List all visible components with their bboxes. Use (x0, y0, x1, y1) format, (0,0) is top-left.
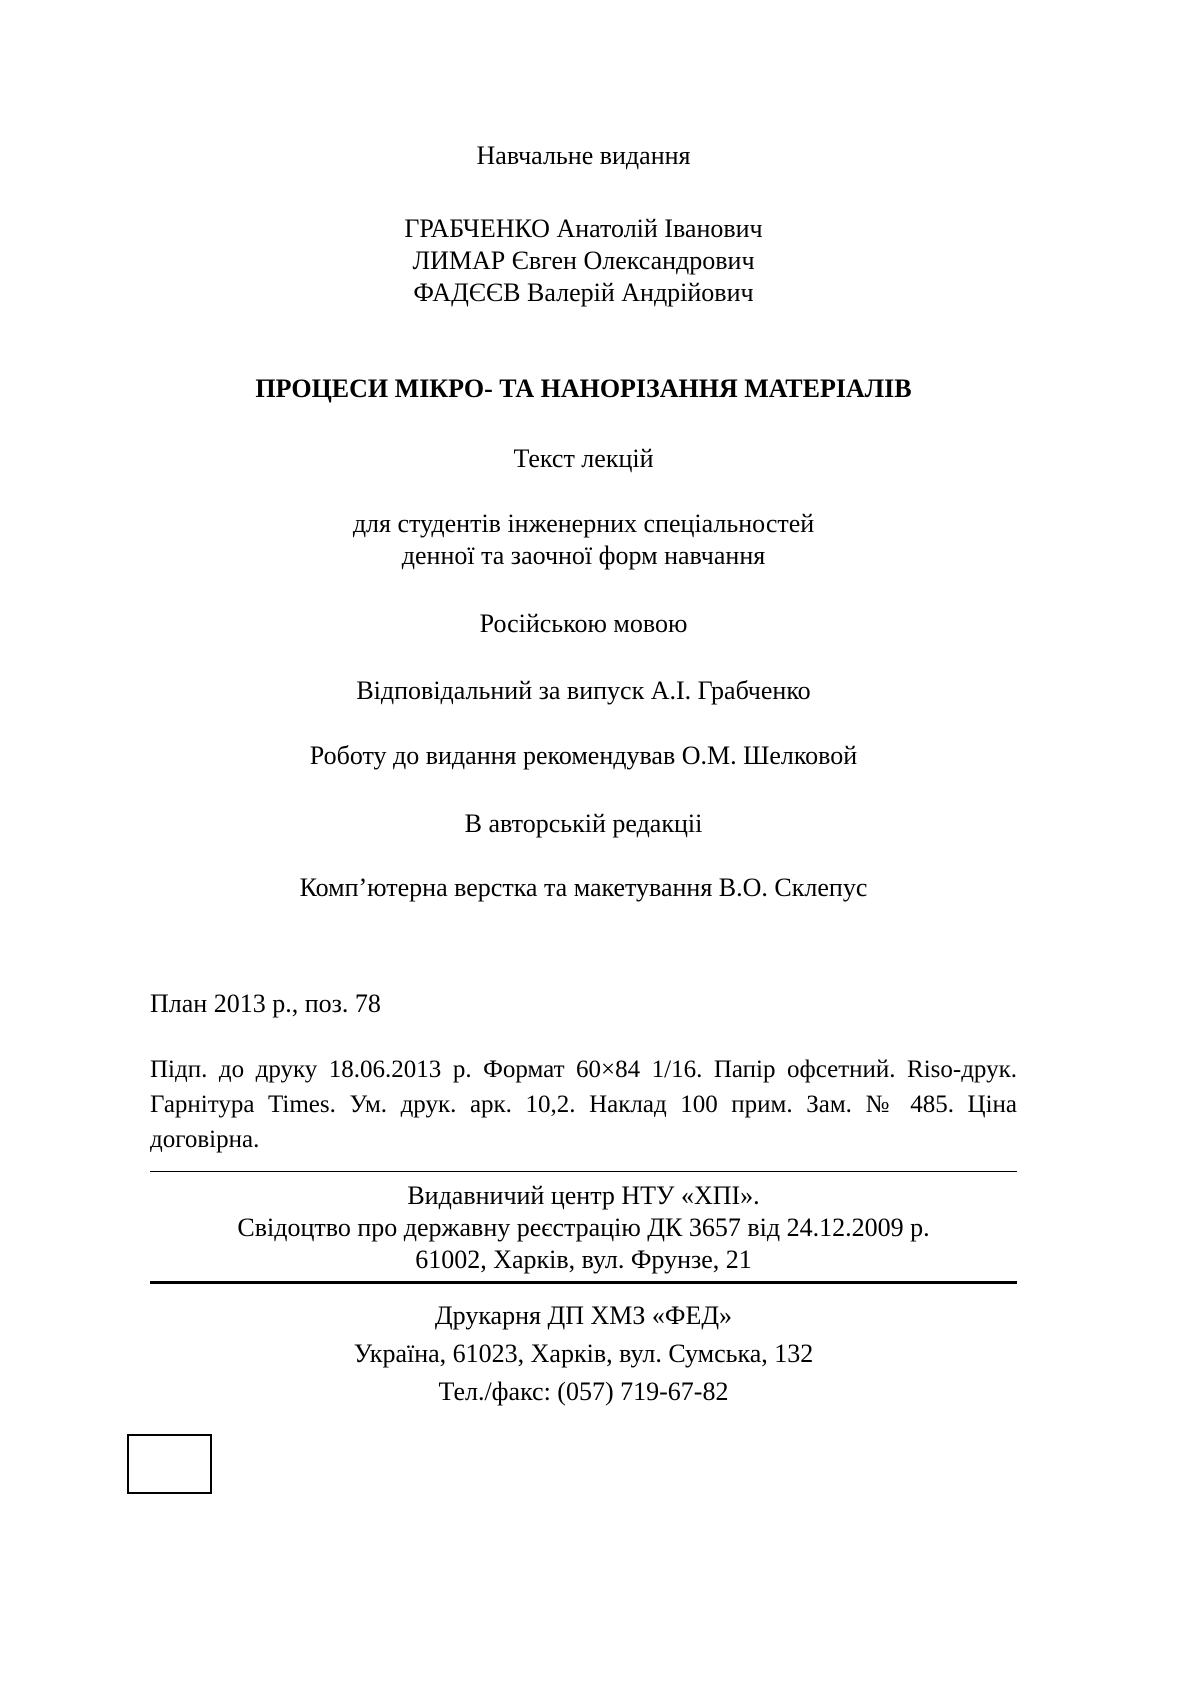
thick-divider (150, 1281, 1017, 1284)
recommended-line: Роботу до видання рекомендував О.М. Шелковой (309, 741, 858, 770)
book-subtitle: Текст лекцій (513, 444, 654, 473)
publisher-address: 61002, Харків, вул. Фрунзе, 21 (415, 1245, 752, 1274)
publisher-name: Видавничий центр НТУ «ХПІ». (407, 1181, 760, 1210)
language-note: Російською мовою (479, 609, 688, 638)
audience-line: для студентів інженерних спеціальностей (352, 509, 815, 538)
author-name: ГРАБЧЕНКО Анатолій Іванович (404, 214, 763, 243)
edition-note: В авторській редакціі (464, 809, 703, 838)
author-name: ФАДЄЄВ Валерій Андрійович (413, 278, 754, 307)
book-title: ПРОЦЕСИ МІКРО- ТА НАНОРІЗАННЯ МАТЕРІАЛІВ (255, 374, 912, 403)
empty-stamp-box (127, 1434, 212, 1494)
printer-phone: Тел./факс: (057) 719-67-82 (438, 1377, 729, 1406)
publisher-certificate: Свідоцтво про державну реєстрацію ДК 3657 від 24.12.2009 р. (237, 1213, 930, 1242)
author-name: ЛИМАР Євген Олександрович (412, 246, 755, 275)
edition-type: Навчальне видання (476, 141, 691, 170)
responsible-line: Відповідальний за випуск А.І. Грабченко (356, 676, 811, 705)
audience-line: денної та заочної форм навчання (401, 541, 766, 570)
layout-credit: Комп’ютерна верстка та макетування В.О. Склепус (299, 873, 868, 902)
plan-line: План 2013 р., поз. 78 (150, 989, 381, 1018)
thin-divider (150, 1171, 1017, 1172)
publisher-block (150, 1180, 1017, 1276)
printer-name: Друкарня ДП ХМЗ «ФЕД» (434, 1301, 733, 1330)
audience-block (150, 508, 1017, 572)
print-info-paragraph: Підп. до друку 18.06.2013 р. Формат 60×84 1/16. Папір офсетний. Riso-друк. Гарнітура Times. Ум. друк. арк. 10,2. Наклад 100 прим. Зам. № 485. Ціна договірна. (150, 1056, 1017, 1153)
printer-address: Україна, 61023, Харків, вул. Сумська, 132 (353, 1339, 814, 1368)
authors-block (150, 213, 1017, 309)
